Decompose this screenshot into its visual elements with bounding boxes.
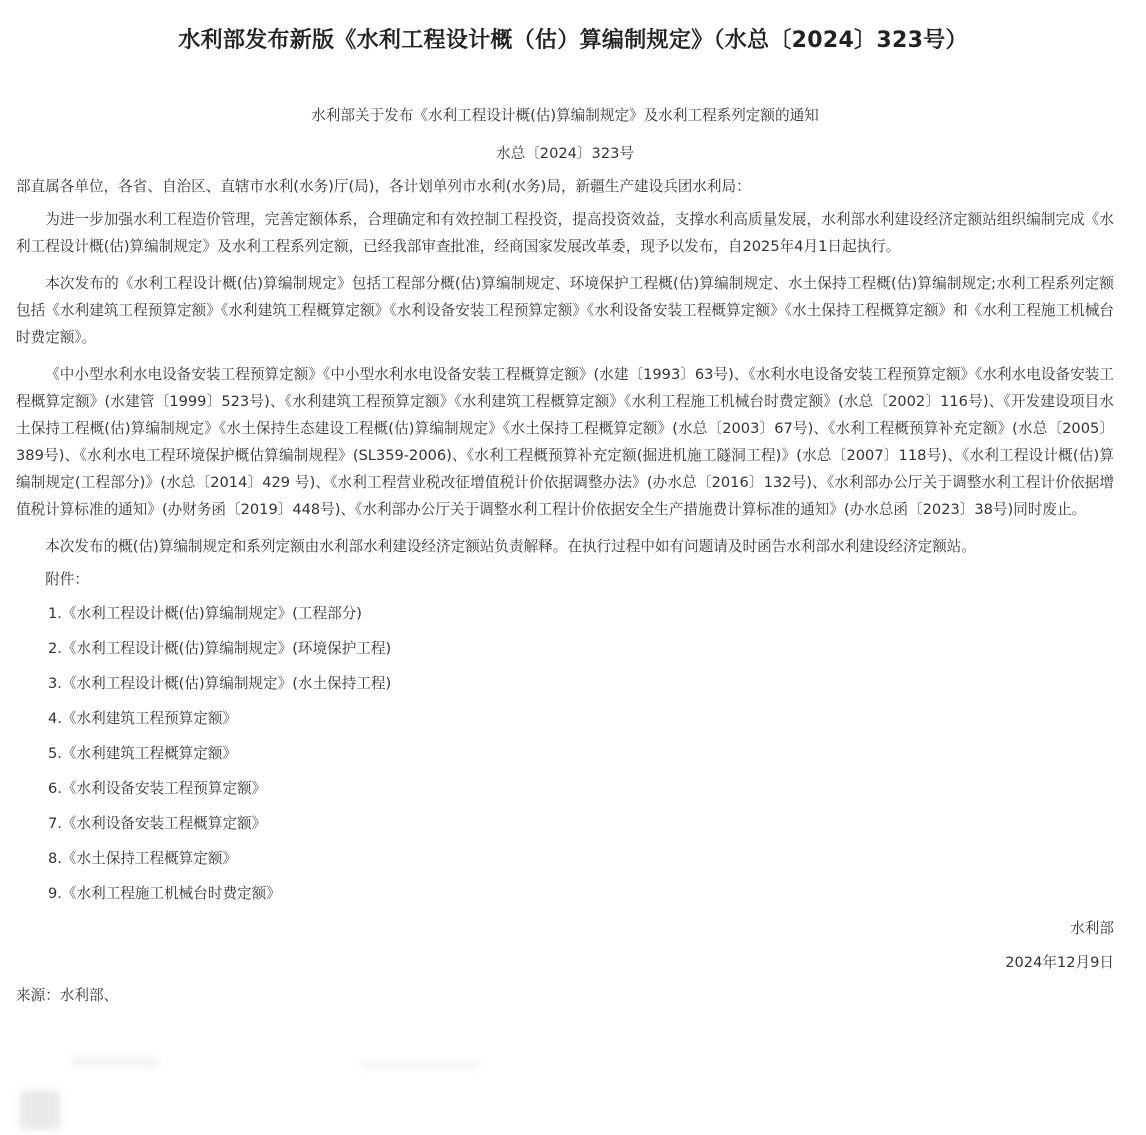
attachments-label: 附件：: [45, 571, 89, 588]
notice-title: 水利部关于发布《水利工程设计概(估)算编制规定》及水利工程系列定额的通知: [311, 107, 819, 124]
attachment-item: 8.《水土保持工程概算定额》: [48, 850, 238, 867]
blurred-mark: [70, 1058, 160, 1066]
blurred-mark: [20, 1090, 60, 1130]
blurred-mark: [360, 1062, 480, 1068]
document-number: 水总〔2024〕323号: [496, 145, 634, 162]
source-line: 来源：水利部、: [16, 987, 119, 1004]
page-title: 水利部发布新版《水利工程设计概（估）算编制规定》（水总〔2024〕323号）: [178, 27, 968, 53]
attachment-list: [16, 602, 1114, 906]
issuer-signature: 水利部: [1070, 920, 1114, 937]
attachment-item: 5.《水利建筑工程概算定额》: [48, 745, 238, 762]
attachment-item: 9.《水利工程施工机械台时费定额》: [48, 885, 281, 902]
issue-date: 2024年12月9日: [1005, 954, 1114, 971]
body-paragraph-2: 本次发布的《水利工程设计概(估)算编制规定》包括工程部分概(估)算编制规定、环境保护工程概(估)算编制规定、水土保持工程概(估)算编制规定;水利工程系列定额包括《水利建筑工程预算定额》《水利建筑工程概算定额》《水利设备安装工程预算定额》《水利设备安装工程概算定额》《水土保持工程概算定额》和《水利工程施工机械台时费定额》。: [16, 275, 1114, 346]
body-paragraph-1: 为进一步加强水利工程造价管理，完善定额体系，合理确定和有效控制工程投资，提高投资效益，支撑水利高质量发展，水利部水利建设经济定额站组织编制完成《水利工程设计概(估)算编制规定》及水利工程系列定额，已经我部审查批准，经商国家发展改革委，现予以发布，自2025年4月1日起执行。: [16, 211, 1114, 255]
article-body: [16, 102, 1114, 1023]
attachment-item: 4.《水利建筑工程预算定额》: [48, 710, 238, 727]
attachment-item: 6.《水利设备安装工程预算定额》: [48, 780, 267, 797]
salutation: 部直属各单位，各省、自治区、直辖市水利(水务)厅(局)，各计划单列市水利(水务)局，新疆生产建设兵团水利局：: [16, 178, 751, 195]
attachment-item: 2.《水利工程设计概(估)算编制规定》(环境保护工程): [48, 640, 392, 657]
attachment-item: 3.《水利工程设计概(估)算编制规定》(水土保持工程): [48, 675, 392, 692]
body-paragraph-4: 本次发布的概(估)算编制规定和系列定额由水利部水利建设经济定额站负责解释。在执行过程中如有问题请及时函告水利部水利建设经济定额站。: [45, 538, 976, 555]
faded-bottom-area: [0, 1040, 1146, 1135]
body-paragraph-3: 《中小型水利水电设备安装工程预算定额》《中小型水利水电设备安装工程概算定额》(水建〔1993〕63号)、《水利水电设备安装工程预算定额》《水利水电设备安装工程概算定额》(水建管〔1999〕523号)、《水利建筑工程预算定额》《水利建筑工程概算定额》《水利工程施工机械台时费定额》(水总〔2002〕116号)、《开发建设项目水土保持工程概(估)算编制规定》《水土保持生态建设工程概(估)算编制规定》《水土保持工程概算定额》(水总〔2003〕67号)、《水利工程概预算补充定额》(水总〔2005〕389号)、《水利水电工程环境保护概估算编制规程》(SL359-2006)、《水利工程概预算补充定额(掘进机施工隧洞工程)》(水总〔2007〕118号)、《水利工程设计概(估)算编制规定(工程部分)》(水总〔2014〕429 号)、《水利工程营业税改征增值税计价依据调整办法》(办水总〔2016〕132号)、《水利部办公厅关于调整水利工程计价依据增值税计算标准的通知》(办财务函〔2019〕448号)、《水利部办公厅关于调整水利工程计价依据安全生产措施费计算标准的通知》(办水总函〔2023〕38号)同时废止。: [16, 366, 1114, 518]
attachment-item: 1.《水利工程设计概(估)算编制规定》(工程部分): [48, 605, 362, 622]
attachment-item: 7.《水利设备安装工程概算定额》: [48, 815, 267, 832]
